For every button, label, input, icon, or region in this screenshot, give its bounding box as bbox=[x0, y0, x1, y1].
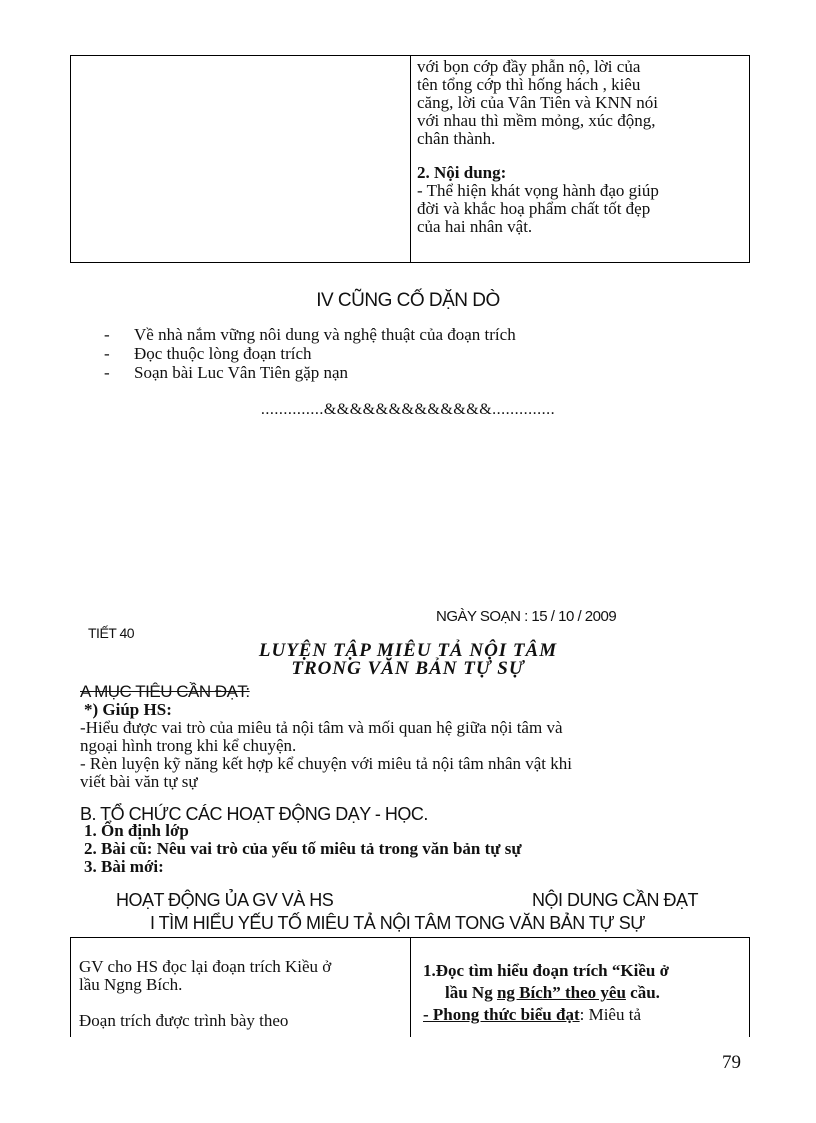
expression-mode-value: : Miêu tả bbox=[579, 1005, 642, 1024]
list-item-text: Đọc thuộc lòng đoạn trích bbox=[134, 344, 312, 363]
column-heading-content: NỘI DUNG CẦN ĐẠT bbox=[532, 890, 699, 910]
cell-text-line: căng, lời của Vân Tiên và KNN nói bbox=[417, 93, 658, 112]
objective-line: - Rèn luyện kỹ năng kết hợp kể chuyện với miêu tả nội tâm nhân vật khi bbox=[80, 754, 572, 773]
underlined-fragment: ng Bích” theo yêu bbox=[496, 983, 626, 1002]
section-iv-heading: IV CŨNG CỐ DẶN DÒ bbox=[316, 290, 500, 311]
objective-line: ngoại hình trong khi kể chuyện. bbox=[80, 736, 297, 755]
cell-text-line: - Thể hiện khát vọng hành đạo giúp bbox=[417, 181, 659, 200]
column-heading-activities: HOẠT ĐỘNG ỦA GV VÀ HS bbox=[116, 890, 334, 910]
cell-text-line bbox=[423, 1004, 745, 1026]
lesson-table bbox=[70, 937, 750, 1037]
list-item: - Về nhà nắm vững nôi dung và nghệ thuật của đoạn trích bbox=[104, 325, 516, 344]
cell-text-line: với nhau thì mềm mỏng, xúc động, bbox=[417, 111, 656, 130]
page-number: 79 bbox=[722, 1052, 741, 1073]
section-b-items bbox=[84, 822, 522, 876]
table-column-divider bbox=[410, 56, 411, 262]
expression-mode-label: - Phong thức biểu đạt bbox=[423, 1005, 580, 1024]
lesson-period: TIẾT 40 bbox=[88, 625, 135, 641]
table-right-cell bbox=[423, 960, 745, 1026]
section-b-item: 3. Bài mới: bbox=[84, 857, 164, 876]
section-b-item: 1. Ổn định lớp bbox=[84, 821, 189, 840]
objectives-body bbox=[80, 719, 740, 791]
cell-text-line bbox=[423, 982, 745, 1004]
section-b-item: 2. Bài cũ: Nêu vai trò của yếu tố miêu tả trong văn bản tự sự bbox=[84, 839, 522, 858]
cell-text-line: lầu Ngng Bích. bbox=[79, 975, 183, 994]
cell-text-line: đời và khắc hoạ phẩm chất tốt đẹp bbox=[417, 199, 651, 218]
list-item-text: Soạn bài Luc Vân Tiên gặp nạn bbox=[134, 363, 349, 382]
table-left-cell bbox=[79, 958, 404, 1030]
table-column-divider bbox=[410, 938, 411, 1037]
continuation-table bbox=[70, 55, 750, 263]
objective-line: -Hiểu được vai trò của miêu tả nội tâm và mối quan hệ giữa nội tâm và bbox=[80, 718, 563, 737]
ornament-divider: ..............&&&&&&&&&&&&&.............. bbox=[260, 401, 556, 418]
list-item: - Soạn bài Luc Vân Tiên gặp nạn bbox=[104, 363, 349, 382]
cell-text-line: chân thành. bbox=[417, 129, 496, 148]
cell-text-fragment: cầu. bbox=[625, 983, 660, 1002]
list-item: - Đọc thuộc lòng đoạn trích bbox=[104, 344, 312, 363]
cell-text-line bbox=[79, 994, 404, 1012]
noi-dung-heading: 2. Nội dung: bbox=[417, 163, 507, 182]
cell-text-line: với bọn cớp đầy phẫn nộ, lời của bbox=[417, 57, 641, 76]
section-i-heading: I TÌM HIỂU YẾU TỐ MIÊU TẢ NỘI TÂM TONG VĂN BẢN TỰ SỰ bbox=[150, 913, 646, 933]
objectives-subheading: *) Giúp HS: bbox=[84, 700, 172, 719]
lesson-title-line1: LUYỆN TẬP MIÊU TẢ NỘI TÂM bbox=[258, 640, 558, 661]
list-item-text: Về nhà nắm vững nôi dung và nghệ thuật của đoạn trích bbox=[134, 325, 516, 344]
cell-text-line: của hai nhân vật. bbox=[417, 217, 533, 236]
preparation-date: NGÀY SOẠN : 15 / 10 / 2009 bbox=[436, 608, 617, 625]
table-right-cell bbox=[417, 58, 743, 236]
section-iv-list bbox=[104, 325, 516, 382]
cell-text-line: tên tổng cớp thì hống hách , kiêu bbox=[417, 75, 641, 94]
cell-text-line: GV cho HS đọc lại đoạn trích Kiều ở bbox=[79, 957, 332, 976]
objective-line: viết bài văn tự sự bbox=[80, 772, 198, 791]
section-b-heading: B. TỔ CHỨC CÁC HOẠT ĐỘNG DẠY - HỌC. bbox=[80, 804, 428, 824]
cell-text-line: 1.Đọc tìm hiểu đoạn trích “Kiều ở bbox=[423, 961, 669, 980]
cell-text-fragment: lầu Ng bbox=[445, 983, 497, 1002]
lesson-title-line2: TRONG VĂN BẢN TỰ SỰ bbox=[291, 658, 525, 679]
objectives-heading: A MỤC TIÊU CẦN ĐẠT: bbox=[80, 682, 250, 701]
cell-text-line: Đoạn trích được trình bày theo bbox=[79, 1011, 289, 1030]
